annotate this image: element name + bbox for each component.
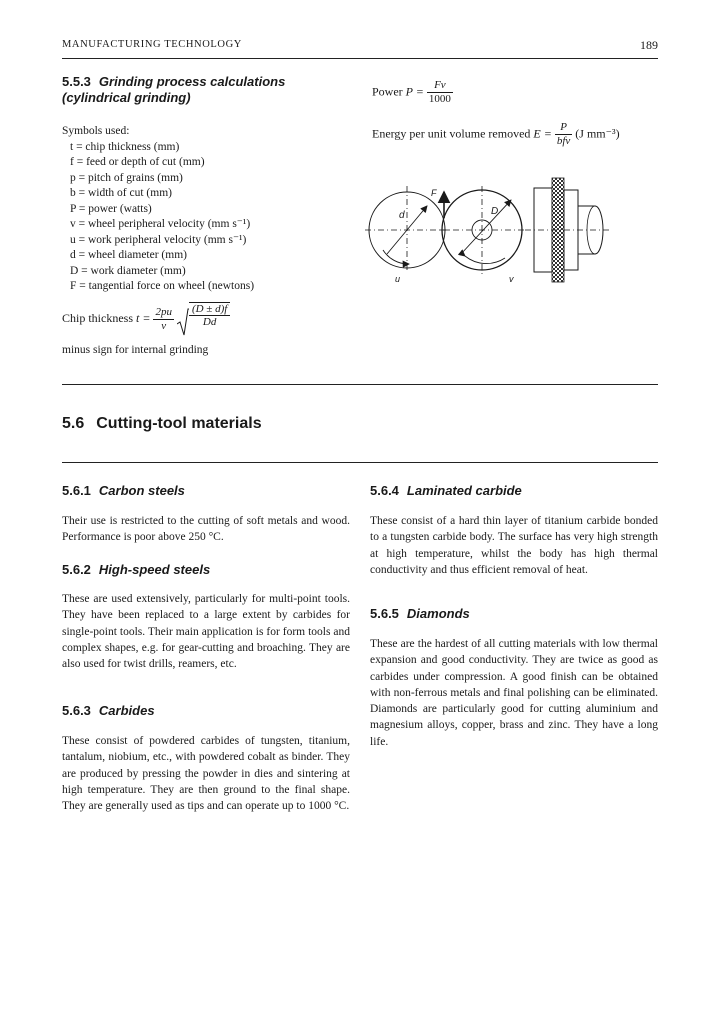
energy-lhs: E = — [533, 126, 552, 141]
label-d: d — [399, 210, 405, 221]
section-number: 5.6.2 — [62, 562, 91, 577]
section-number: 5.6.5 — [370, 606, 399, 621]
running-title: MANUFACTURING TECHNOLOGY — [62, 39, 242, 50]
chip-radicand-denominator: Dd — [202, 316, 217, 328]
chip-numerator: 2pu — [155, 305, 172, 318]
high-speed-steels-paragraph: These are used extensively, particularly for multi-point tools. They have been replaced to a large extent by carbides for single-point tools. Their main application is for form tools and complex shapes, e.g. for gear-cutting and broaching. They are also used for twist drills, reamers, etc. — [62, 593, 350, 671]
energy-denominator: bfv — [556, 135, 571, 147]
label-v: v — [509, 274, 514, 284]
symbol-line: p = pitch of grains (mm) — [70, 171, 183, 184]
section-rule — [62, 462, 658, 463]
section-number: 5.6.4 — [370, 483, 399, 498]
symbol-line: d = wheel diameter (mm) — [70, 249, 187, 261]
chip-thickness-formula — [62, 302, 230, 336]
power-numerator: Fv — [434, 79, 446, 91]
symbol-line: F = tangential force on wheel (newtons) — [70, 280, 255, 292]
chip-denominator: v — [153, 319, 174, 333]
section-title: Diamonds — [406, 606, 470, 621]
symbol-line: v = wheel peripheral velocity (mm s⁻¹) — [70, 218, 251, 230]
header-rule — [62, 58, 658, 59]
power-label: Power — [372, 84, 403, 99]
section-title: High-speed steels — [98, 562, 211, 577]
section-title: Laminated carbide — [406, 483, 522, 498]
section-number: 5.6.1 — [62, 483, 91, 498]
section-rule — [62, 384, 658, 385]
work-diameter-arrow — [461, 200, 511, 254]
section-5-6-heading — [62, 415, 262, 433]
symbol-line: f = feed or depth of cut (mm) — [70, 156, 205, 168]
symbols-list — [62, 124, 254, 295]
section-5-6-3-heading — [62, 703, 155, 719]
section-5-6-4-heading — [370, 483, 522, 499]
label-D: D — [491, 206, 499, 217]
chip-label: Chip thickness — [62, 310, 133, 325]
energy-fraction — [555, 121, 572, 148]
power-denominator: 1000 — [428, 93, 451, 105]
minus-sign-note: minus sign for internal grinding — [62, 344, 209, 356]
section-title-line2: (cylindrical grinding) — [62, 90, 191, 105]
power-fraction — [427, 79, 453, 106]
section-5-5-3-heading — [62, 74, 285, 106]
section-number: 5.6 — [62, 415, 85, 432]
diamonds-paragraph: These are the hardest of all cutting materials with low thermal expansion and good conductivity. They are twice as good as carbides under compression. A good finish can be obtained with non-ferrous metals and final polishing can be eliminated. Diamonds are particularly good for cutting aluminium and magnesium alloys, copper, brass and zinc. They have a long life. — [370, 638, 658, 748]
power-lhs: P = — [405, 84, 424, 99]
symbol-line: b = width of cut (mm) — [70, 187, 172, 199]
symbols-heading: Symbols used: — [62, 125, 130, 137]
carbides-paragraph: These consist of powdered carbides of tungsten, titanium, tantalum, niobium, etc., with powdered cobalt as binder. They are produced by pressing the powder in dies and sintering at high temperature. They are then ground to the final shape. They are generally used as tips and can operate up to 1000 °C. — [62, 735, 350, 813]
symbol-line: D = work diameter (mm) — [70, 264, 186, 277]
label-F: F — [431, 188, 437, 198]
energy-formula — [372, 121, 620, 148]
section-title: Carbides — [98, 703, 155, 718]
grinding-diagram — [365, 172, 615, 294]
laminated-carbide-paragraph: These consist of a hard thin layer of titanium carbide bonded to a tungsten carbide body. The surface has very high strength at high temperature, whilst the body has high thermal conductivity and thus efficient removal of heat. — [370, 515, 658, 576]
power-formula — [372, 79, 453, 106]
label-u: u — [395, 274, 401, 284]
radical-sign-icon — [177, 308, 189, 336]
symbol-line: u = work peripheral velocity (mm s⁻¹) — [70, 233, 247, 246]
section-number: 5.5.3 — [62, 74, 91, 89]
chip-lhs: t = — [136, 310, 151, 325]
work-rotation-arrow — [465, 256, 505, 264]
energy-numerator: P — [560, 121, 567, 133]
section-5-6-2-heading — [62, 562, 210, 578]
chip-fraction — [153, 306, 174, 333]
energy-label: Energy per unit volume removed — [372, 126, 531, 141]
section-5-6-1-heading — [62, 483, 185, 499]
symbol-line: P = power (watts) — [70, 202, 152, 215]
section-5-6-5-heading — [370, 606, 470, 622]
section-title: Cutting-tool materials — [96, 415, 262, 432]
carbon-steels-paragraph: Their use is restricted to the cutting of soft metals and wood. Performance is poor above 250 °C. — [62, 515, 350, 544]
section-number: 5.6.3 — [62, 703, 91, 718]
chip-sqrt — [177, 302, 230, 336]
energy-unit: (J mm⁻³) — [575, 126, 620, 141]
section-title: Carbon steels — [98, 483, 185, 498]
section-title-line1: Grinding process calculations — [98, 74, 286, 89]
page-number: 189 — [640, 38, 658, 52]
symbol-line: t = chip thickness (mm) — [70, 140, 180, 153]
chip-radicand-numerator: (D ± d)f — [189, 302, 230, 316]
